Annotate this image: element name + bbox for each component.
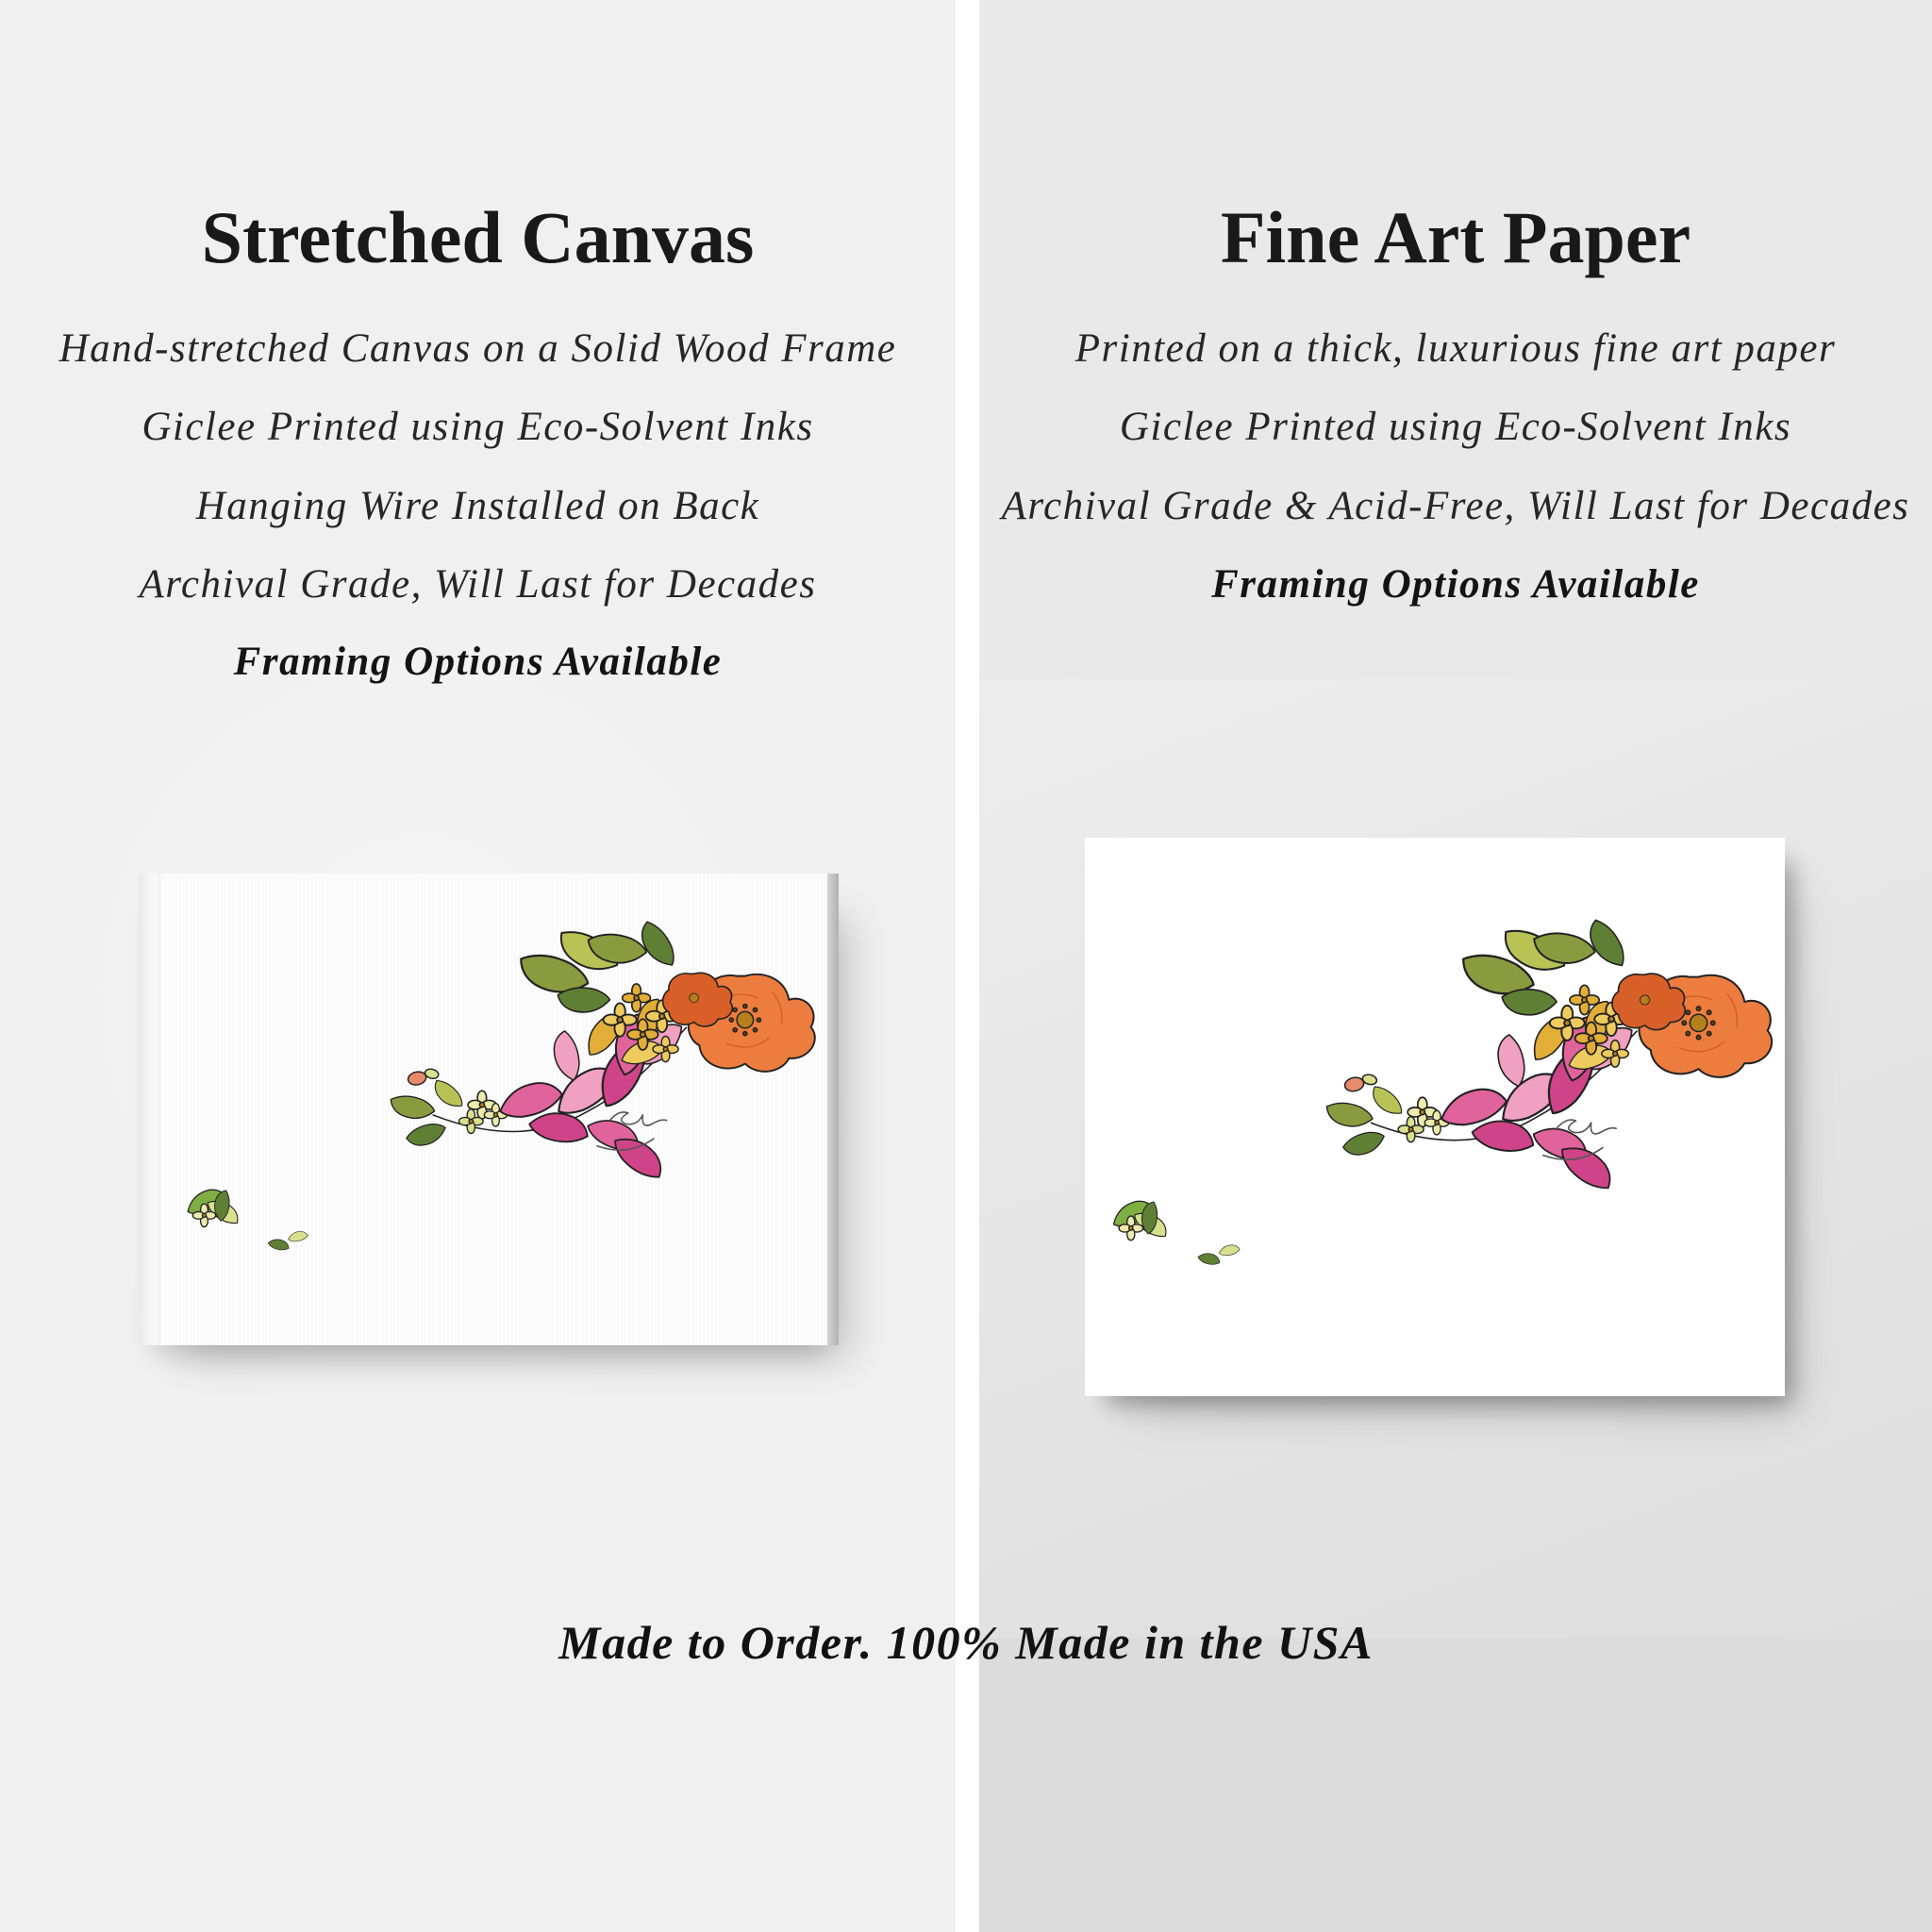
fine-art-paper-mockup xyxy=(1085,838,1785,1396)
island-floral-artwork xyxy=(1085,838,1785,1396)
island-floral-artwork xyxy=(160,874,827,1345)
right-feature-2: Giclee Printed using Eco-Solvent Inks xyxy=(1119,405,1792,449)
right-panel-title: Fine Art Paper xyxy=(1220,196,1691,278)
left-feature-4: Archival Grade, Will Last for Decades xyxy=(139,562,817,607)
footer-caption: Made to Order. 100% Made in the USA xyxy=(558,1616,1374,1669)
canvas-right-edge xyxy=(827,874,839,1345)
left-panel-title: Stretched Canvas xyxy=(201,196,755,278)
canvas-left-edge xyxy=(139,874,160,1345)
right-feature-3: Archival Grade & Acid-Free, Will Last for Decades xyxy=(1001,484,1910,528)
left-feature-3: Hanging Wire Installed on Back xyxy=(195,484,760,528)
stretched-canvas-mockup xyxy=(139,874,839,1345)
right-feature-emphasis: Framing Options Available xyxy=(1211,562,1700,607)
paper-photo-wall-bottom xyxy=(979,1638,1932,1932)
left-feature-emphasis: Framing Options Available xyxy=(233,640,723,684)
right-feature-1: Printed on a thick, luxurious fine art paper xyxy=(1074,326,1837,371)
canvas-front-face xyxy=(160,874,827,1345)
left-feature-2: Giclee Printed using Eco-Solvent Inks xyxy=(142,405,814,449)
left-feature-1: Hand-stretched Canvas on a Solid Wood Frame xyxy=(58,326,897,371)
